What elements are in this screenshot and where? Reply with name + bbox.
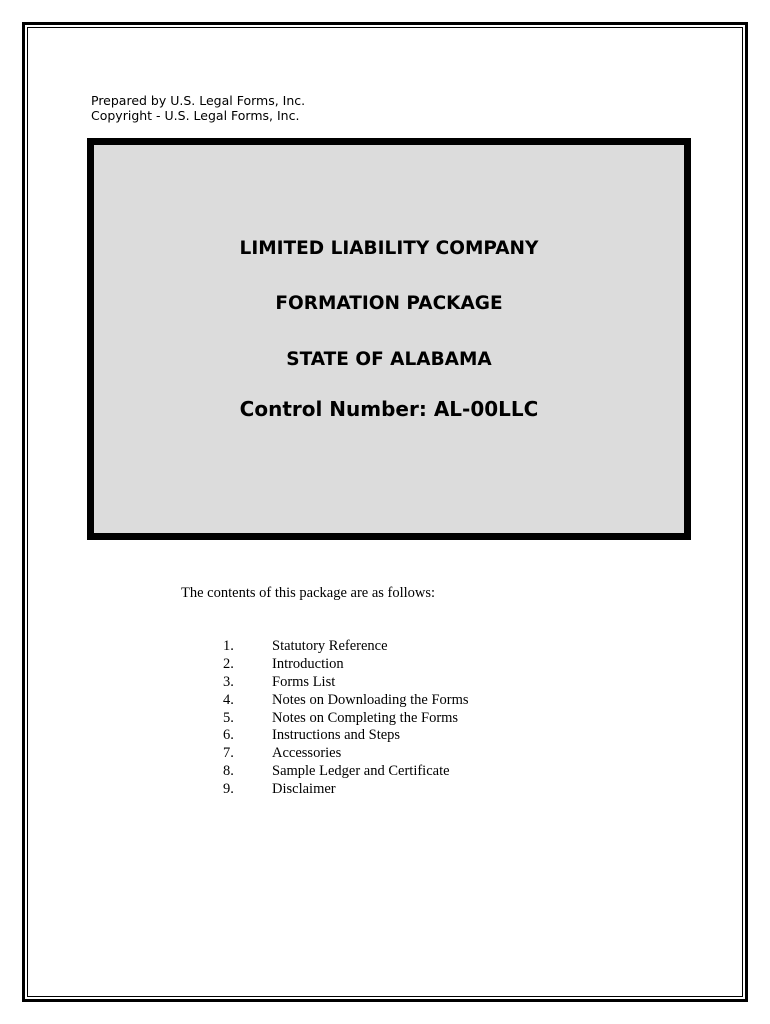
list-item-number: 5. — [223, 709, 234, 726]
title-box — [87, 138, 691, 540]
title-line-company: LIMITED LIABILITY COMPANY — [239, 238, 539, 259]
list-item-label: Statutory Reference — [272, 638, 388, 654]
prepared-by-text: Prepared by U.S. Legal Forms, Inc. — [91, 93, 306, 108]
prepared-by-block — [91, 93, 305, 123]
title-line-state: STATE OF ALABAMA — [286, 349, 492, 370]
list-item — [223, 638, 469, 656]
list-item-number: 7. — [223, 745, 234, 762]
list-item-label: Introduction — [272, 655, 344, 672]
list-item-number: 8. — [223, 763, 234, 780]
list-item — [223, 674, 469, 692]
list-item — [223, 781, 469, 799]
list-item-number: 2. — [223, 655, 234, 672]
list-item-label: Notes on Completing the Forms — [272, 709, 459, 726]
list-item-number: 6. — [223, 727, 234, 744]
contents-list — [223, 638, 469, 799]
list-item — [223, 745, 469, 763]
contents-intro: The contents of this package are as follows: — [181, 585, 436, 601]
list-item-number: 1. — [223, 638, 234, 654]
list-item — [223, 710, 469, 728]
list-item-label: Notes on Downloading the Forms — [272, 691, 469, 708]
list-item — [223, 727, 469, 745]
list-item-number: 4. — [223, 691, 234, 708]
list-item-number: 9. — [223, 781, 234, 798]
list-item-label: Accessories — [272, 745, 342, 762]
control-number: Control Number: AL-00LLC — [239, 397, 539, 421]
list-item-label: Instructions and Steps — [272, 727, 401, 744]
copyright-text: Copyright - U.S. Legal Forms, Inc. — [91, 108, 300, 123]
title-line-package: FORMATION PACKAGE — [275, 293, 503, 314]
list-item — [223, 656, 469, 674]
list-item — [223, 692, 469, 710]
list-item — [223, 763, 469, 781]
list-item-label: Forms List — [272, 673, 336, 690]
list-item-label: Disclaimer — [272, 781, 336, 798]
list-item-label: Sample Ledger and Certificate — [272, 763, 450, 780]
list-item-number: 3. — [223, 673, 234, 690]
